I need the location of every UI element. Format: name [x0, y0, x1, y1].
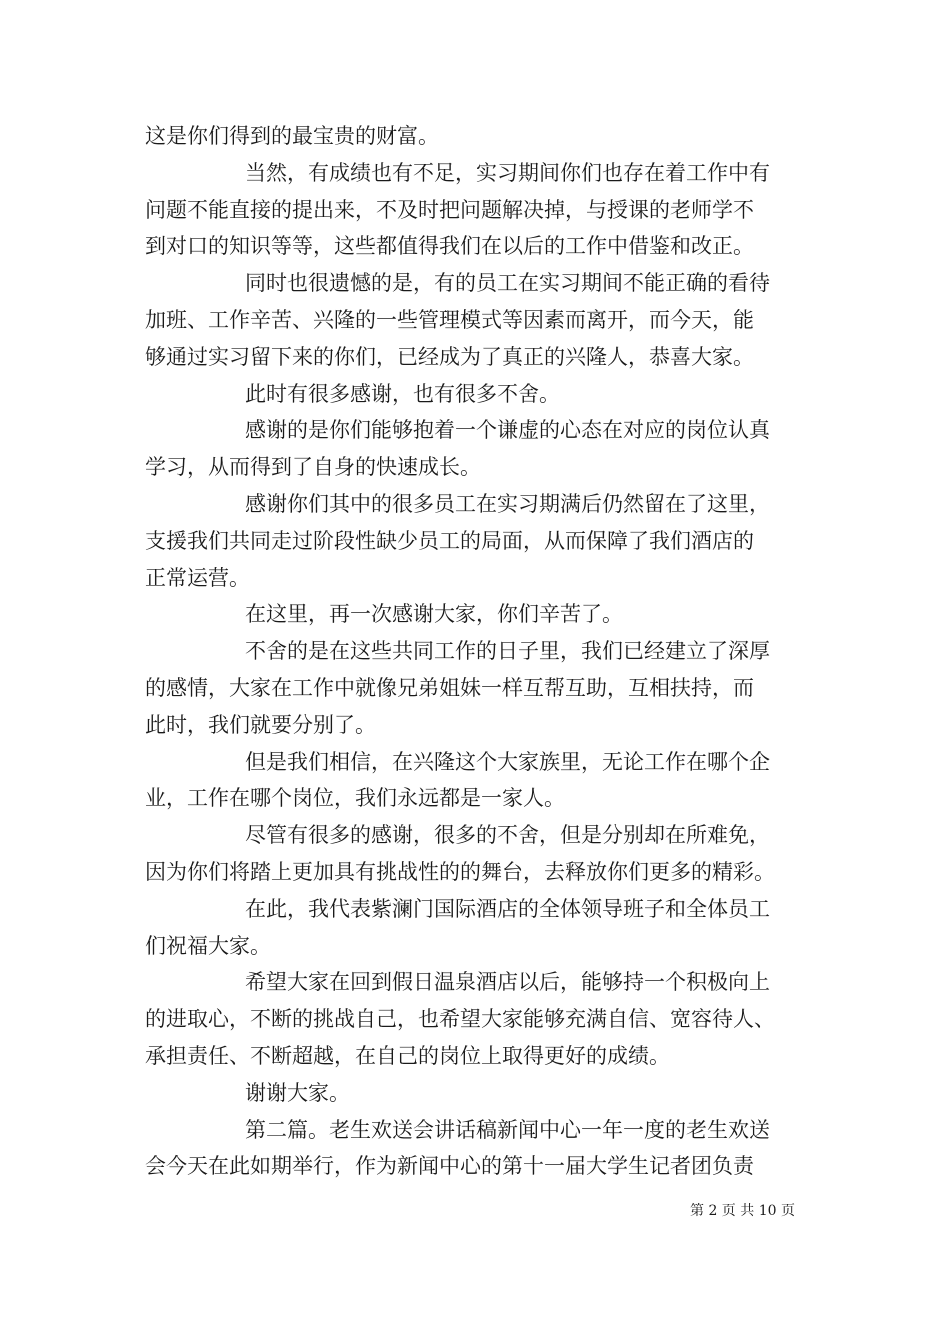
text-line: 业，工作在哪个岗位，我们永远都是一家人。 — [145, 786, 565, 811]
text-line: 希望大家在回到假日温泉酒店以后，能够持一个积极向上 — [245, 970, 770, 995]
text-line: 们祝福大家。 — [145, 933, 271, 958]
text-line: 够通过实习留下来的你们，已经成为了真正的兴隆人，恭喜大家。 — [145, 344, 754, 369]
text-line: 支援我们共同走过阶段性缺少员工的局面，从而保障了我们酒店的 — [145, 528, 754, 553]
text-line: 感谢你们其中的很多员工在实习期满后仍然留在了这里， — [245, 491, 770, 516]
text-line: 在此，我代表紫澜门国际酒店的全体领导班子和全体员工 — [245, 896, 770, 921]
text-line: 在这里，再一次感谢大家，你们辛苦了。 — [245, 602, 623, 627]
text-line: 因为你们将踏上更加具有挑战性的的舞台，去释放你们更多的精彩。 — [145, 859, 775, 884]
text-line: 承担责任、不断超越，在自己的岗位上取得更好的成绩。 — [145, 1043, 670, 1068]
text-line: 正常运营。 — [145, 565, 250, 590]
text-line: 的感情，大家在工作中就像兄弟姐妹一样互帮互助，互相扶持，而 — [145, 675, 754, 700]
text-line: 此时，我们就要分别了。 — [145, 712, 376, 737]
text-line: 这是你们得到的最宝贵的财富。 — [145, 124, 439, 148]
text-line: 的进取心，不断的挑战自己，也希望大家能够充满自信、宽容待人、 — [145, 1007, 775, 1032]
document-body — [145, 118, 825, 1185]
page-number: 第 2 页 共 10 页 — [690, 1203, 795, 1219]
text-line: 谢谢大家。 — [245, 1080, 350, 1105]
text-line: 加班、工作辛苦、兴隆的一些管理模式等因素而离开，而今天，能 — [145, 307, 754, 332]
text-line: 不舍的是在这些共同工作的日子里，我们已经建立了深厚 — [245, 639, 770, 664]
text-line: 尽管有很多的感谢，很多的不舍，但是分别却在所难免， — [245, 823, 770, 848]
text-line: 第二篇。老生欢送会讲话稿新闻中心一年一度的老生欢送 — [245, 1117, 770, 1142]
text-line: 同时也很遗憾的是，有的员工在实习期间不能正确的看待 — [245, 271, 770, 296]
text-line: 但是我们相信，在兴隆这个大家族里，无论工作在哪个企 — [245, 749, 770, 774]
text-line: 问题不能直接的提出来，不及时把问题解决掉，与授课的老师学不 — [145, 197, 754, 222]
text-line: 到对口的知识等等，这些都值得我们在以后的工作中借鉴和改正。 — [145, 234, 754, 259]
text-line: 此时有很多感谢，也有很多不舍。 — [245, 381, 560, 406]
text-line: 当然，有成绩也有不足，实习期间你们也存在着工作中有 — [245, 160, 770, 185]
text-line: 会今天在此如期举行，作为新闻中心的第十一届大学生记者团负责 — [145, 1154, 754, 1179]
text-line: 感谢的是你们能够抱着一个谦虚的心态在对应的岗位认真 — [245, 418, 770, 443]
text-line: 学习，从而得到了自身的快速成长。 — [145, 455, 481, 480]
